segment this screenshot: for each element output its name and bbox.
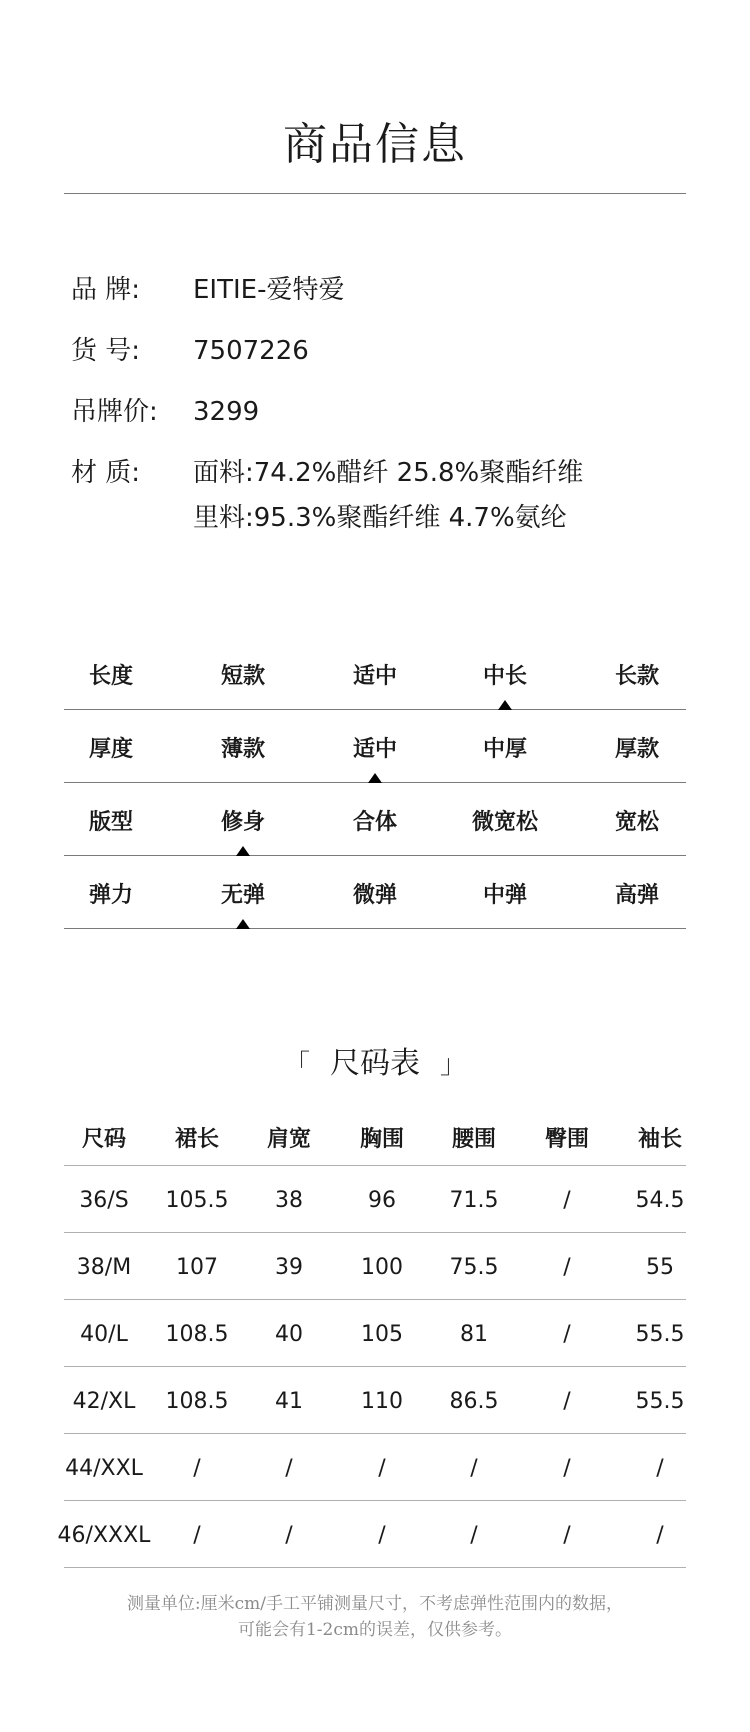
measurement-cell: /	[470, 1523, 478, 1548]
attribute-option: 长款	[614, 664, 659, 689]
attribute-option: 微弹	[352, 883, 397, 908]
column-header: 臀围	[544, 1127, 589, 1152]
attribute-option: 薄款	[220, 737, 265, 762]
material-fabric: 面料:74.2%醋纤 25.8%聚酯纤维	[193, 458, 584, 488]
size-cell: 46/XXXL	[57, 1523, 151, 1548]
page-title: 商品信息	[283, 119, 467, 170]
table-row	[64, 1166, 686, 1233]
measurement-cell: 55.5	[635, 1322, 685, 1347]
attribute-option: 无弹	[220, 883, 265, 908]
attribute-option: 中厚	[482, 737, 527, 762]
measurement-cell: 105	[361, 1322, 403, 1347]
size-cell: 40/L	[80, 1322, 128, 1347]
attribute-name: 弹力	[88, 883, 133, 908]
selected-marker-icon	[236, 846, 250, 856]
attribute-option: 适中	[352, 664, 397, 689]
measurement-cell: /	[470, 1456, 478, 1481]
measurement-cell: 39	[275, 1255, 303, 1280]
table-row	[64, 1434, 686, 1501]
sku-label: 货 号:	[71, 336, 141, 366]
measurement-note	[0, 1591, 750, 1643]
measurement-cell: /	[563, 1322, 571, 1347]
attribute-option: 修身	[220, 810, 265, 835]
size-chart-title	[0, 1038, 750, 1082]
measurement-cell: /	[656, 1456, 664, 1481]
measurement-cell: /	[378, 1523, 386, 1548]
table-row	[64, 1233, 686, 1300]
column-header: 尺码	[81, 1127, 126, 1152]
measurement-cell: 55.5	[635, 1389, 685, 1414]
measurement-cell: 38	[275, 1188, 303, 1213]
measurement-cell: 75.5	[449, 1255, 499, 1280]
measurement-cell: 100	[361, 1255, 403, 1280]
selected-marker-icon	[368, 773, 382, 783]
price-label: 吊牌价:	[71, 397, 158, 427]
measurement-cell: 86.5	[449, 1389, 499, 1414]
info-row-material	[71, 453, 691, 545]
attribute-row	[64, 783, 686, 856]
attribute-option: 宽松	[614, 810, 659, 835]
column-header: 肩宽	[266, 1127, 311, 1152]
measurement-cell: /	[193, 1523, 201, 1548]
attribute-row	[64, 856, 686, 929]
attribute-name: 长度	[88, 664, 133, 689]
size-table	[57, 1110, 686, 1568]
measurement-cell: 108.5	[165, 1389, 229, 1414]
title-bracket-close: 」	[440, 1050, 467, 1080]
attribute-option: 短款	[220, 664, 265, 689]
column-header: 袖长	[637, 1127, 682, 1152]
selected-marker-icon	[498, 700, 512, 710]
measurement-cell: /	[378, 1456, 386, 1481]
brand-label: 品 牌:	[71, 275, 141, 305]
attribute-name: 厚度	[88, 737, 133, 762]
attribute-option: 中弹	[482, 883, 527, 908]
title-bracket-open: 「	[283, 1050, 310, 1080]
price-value: 3299	[193, 397, 260, 427]
measurement-cell: 105.5	[165, 1188, 229, 1213]
measurement-cell: 41	[275, 1389, 303, 1414]
measurement-cell: 110	[361, 1389, 403, 1414]
measurement-cell: 108.5	[165, 1322, 229, 1347]
measurement-cell: 96	[368, 1188, 396, 1213]
size-cell: 44/XXL	[65, 1456, 143, 1481]
attribute-scales	[64, 637, 686, 929]
measurement-cell: 40	[275, 1322, 303, 1347]
column-header: 胸围	[359, 1127, 404, 1152]
size-cell: 38/M	[76, 1255, 132, 1280]
attribute-option: 微宽松	[471, 810, 538, 835]
attribute-row	[64, 637, 686, 710]
size-table-header	[64, 1110, 686, 1166]
measurement-cell: /	[285, 1456, 293, 1481]
material-value	[193, 451, 583, 541]
attribute-option: 高弹	[614, 883, 659, 908]
brand-value: EITIE-爱特爱	[193, 275, 345, 305]
size-cell: 36/S	[79, 1188, 129, 1213]
table-row	[64, 1300, 686, 1367]
column-header: 裙长	[174, 1127, 219, 1152]
measurement-cell: 54.5	[635, 1188, 685, 1213]
size-cell: 42/XL	[72, 1389, 136, 1414]
sku-value: 7507226	[193, 336, 309, 366]
measurement-cell: /	[563, 1456, 571, 1481]
measurement-cell: 81	[460, 1322, 488, 1347]
measurement-cell: /	[193, 1456, 201, 1481]
column-header: 腰围	[451, 1127, 496, 1152]
product-info	[71, 270, 691, 545]
measurement-cell: 107	[176, 1255, 218, 1280]
title-divider	[64, 193, 686, 194]
measurement-cell: /	[563, 1523, 571, 1548]
attribute-option: 厚款	[614, 737, 659, 762]
note-line-2: 可能会有1-2cm的误差，仅供参考。	[237, 1620, 513, 1640]
material-label: 材 质:	[71, 458, 141, 488]
table-row	[57, 1501, 686, 1568]
attribute-row	[64, 710, 686, 783]
size-chart-title-text: 尺码表	[330, 1046, 420, 1081]
attribute-option: 合体	[352, 810, 397, 835]
attribute-name: 版型	[88, 810, 133, 835]
measurement-cell: /	[563, 1188, 571, 1213]
measurement-cell: /	[656, 1523, 664, 1548]
table-row	[64, 1367, 686, 1434]
measurement-cell: 71.5	[449, 1188, 499, 1213]
measurement-cell: /	[563, 1255, 571, 1280]
selected-marker-icon	[236, 919, 250, 929]
attribute-option: 中长	[482, 664, 527, 689]
measurement-cell: /	[285, 1523, 293, 1548]
measurement-cell: /	[563, 1389, 571, 1414]
attribute-option: 适中	[352, 737, 397, 762]
measurement-cell: 55	[646, 1255, 674, 1280]
info-row-brand	[71, 270, 691, 331]
info-row-price	[71, 392, 691, 453]
note-line-1: 测量单位:厘米cm/手工平铺测量尺寸，不考虑弹性范围内的数据，	[126, 1594, 624, 1614]
info-row-sku	[71, 331, 691, 392]
material-lining: 里料:95.3%聚酯纤维 4.7%氨纶	[193, 503, 567, 533]
